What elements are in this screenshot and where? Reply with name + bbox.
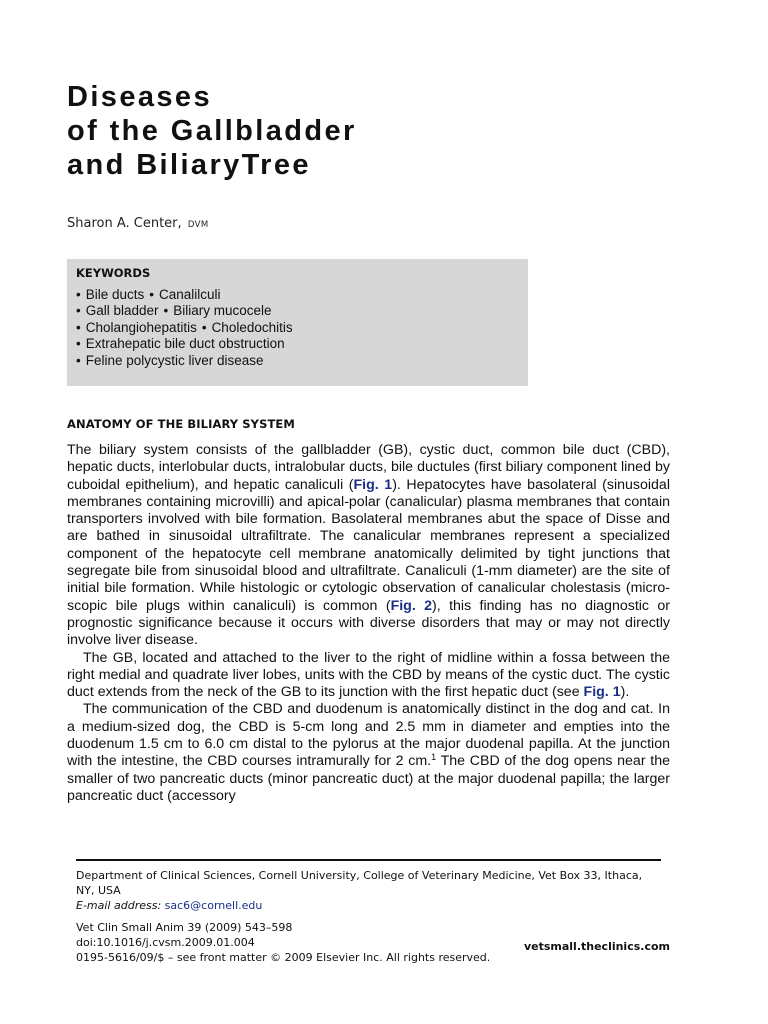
keyword: Bile ducts — [85, 287, 145, 302]
paragraph — [67, 701, 670, 805]
bullet-icon: • — [76, 336, 81, 352]
keyword-line — [76, 287, 528, 303]
bullet-icon: • — [201, 319, 207, 335]
email-link[interactable]: sac6@cornell.edu — [164, 899, 263, 912]
rights: 0195-5616/09/$ – see front matter © 2009 Elsevier Inc. All rights reserved. — [76, 951, 491, 964]
doi: doi:10.1016/j.cvsm.2009.01.004 — [76, 936, 255, 949]
keyword: Cholangiohepatitis — [85, 319, 197, 335]
title-line: of the Gallbladder — [67, 115, 357, 147]
keyword: Feline polycystic liver disease — [85, 352, 264, 368]
bullet-icon: • — [76, 352, 81, 368]
paragraph — [67, 650, 670, 702]
paragraph-text: ). — [620, 684, 630, 701]
title-line: and BiliaryTree — [67, 149, 311, 181]
footer — [76, 868, 670, 965]
keyword-line — [76, 320, 528, 336]
figure-link[interactable]: Fig. 2 — [390, 597, 433, 614]
keywords-box — [67, 259, 528, 386]
bullet-icon: • — [149, 287, 154, 302]
affiliation: Department of Clinical Sciences, Cornell University, College of Veterinary Medicine, Vet Box 33, Ithaca, NY, USA — [76, 869, 643, 897]
section-heading: ANATOMY OF THE BILIARY SYSTEM — [67, 417, 295, 431]
keyword: Extrahepatic bile duct obstruction — [85, 336, 285, 352]
bullet-icon: • — [76, 287, 81, 302]
keyword: Choledochitis — [211, 319, 293, 335]
citation-link[interactable]: 1 — [431, 752, 437, 763]
journal-site[interactable]: vetsmall.theclinics.com — [523, 940, 670, 953]
keyword: Canalilculi — [159, 287, 221, 302]
paragraph-text: The CBD of the dog opens near the smaller of two pancreatic ducts (minor pancreatic duct) at the major duodenal papilla; the larger pancreatic duct (accessory — [67, 753, 670, 804]
figure-link[interactable]: Fig. 1 — [583, 684, 621, 701]
keyword: Gall bladder — [85, 303, 159, 319]
figure-link[interactable]: Fig. 1 — [353, 476, 393, 493]
paragraph — [67, 442, 670, 650]
keyword: Biliary mucocele — [173, 303, 272, 319]
footer-divider — [76, 859, 661, 861]
citation: Vet Clin Small Anim 39 (2009) 543–598 — [76, 921, 293, 934]
bullet-icon: • — [76, 303, 81, 319]
keyword-line — [76, 303, 528, 319]
paragraph-text: ), this finding has no diagnostic or prognostic significance because it occurs with diverse disorders that may or may not directly involve liver disease. — [67, 597, 670, 649]
article-title — [67, 80, 357, 182]
email-line — [76, 898, 670, 913]
title-line: Diseases — [67, 81, 212, 113]
paragraph-text: The communication of the CBD and duodenum is anatomically distinct in the dog and cat. In a medium-sized dog, the CBD is 5-cm long and 2.5 mm in diameter and empties into the duodenum 1.5 cm to 6.0 cm distal to the pylorus at the major duodenal papilla. At the junction with the intestine, the CBD courses intramurally for 2 cm. — [67, 701, 670, 770]
paragraph-text: ). Hepatocytes have basolateral (sinusoidal membranes containing microvilli) and apical-polar (canalicular) plasma membranes that contain transporters involved with bile formation. Basolateral membranes abut the space of Disse and are bathed in sinusoidal ultrafiltrate. The canalicular membranes represent a specialized component of the hepatocyte cell membrane anatomically delimited by tight junctions that segregate bile from sinusoidal blood and ultrafiltrate. Canaliculi (1-mm diameter) are the site of initial bile formation. While histologic or cytologic observation of canalicular cholestasis (microscopic bile plugs within canaliculi) is common ( — [67, 476, 670, 614]
keyword-line — [76, 336, 528, 352]
bullet-icon: • — [76, 319, 81, 335]
bullet-icon: • — [163, 303, 169, 319]
email-label: E-mail address: — [76, 899, 162, 912]
author-line — [67, 216, 209, 231]
author-name: Sharon A. Center, — [67, 216, 182, 231]
keyword-line — [76, 353, 528, 369]
author-degree: DVM — [187, 220, 209, 230]
paragraph-text: The biliary system consists of the gallbladder (GB), cystic duct, common bile duct (CBD), hepatic ducts, interlobular ducts, intralobular ducts, bile ductules (first biliary component lined by cuboidal epithelium), and hepatic canaliculi ( — [67, 442, 670, 493]
keywords-heading: KEYWORDS — [76, 266, 151, 280]
article-body — [67, 442, 670, 805]
paragraph-text: The GB, located and attached to the liver to the right of midline within a fossa between the right medial and quadrate liver lobes, units with the CBD by means of the cystic duct. The cystic duct extends from the neck of the GB to its junction with the first hepatic duct (see — [67, 649, 670, 701]
